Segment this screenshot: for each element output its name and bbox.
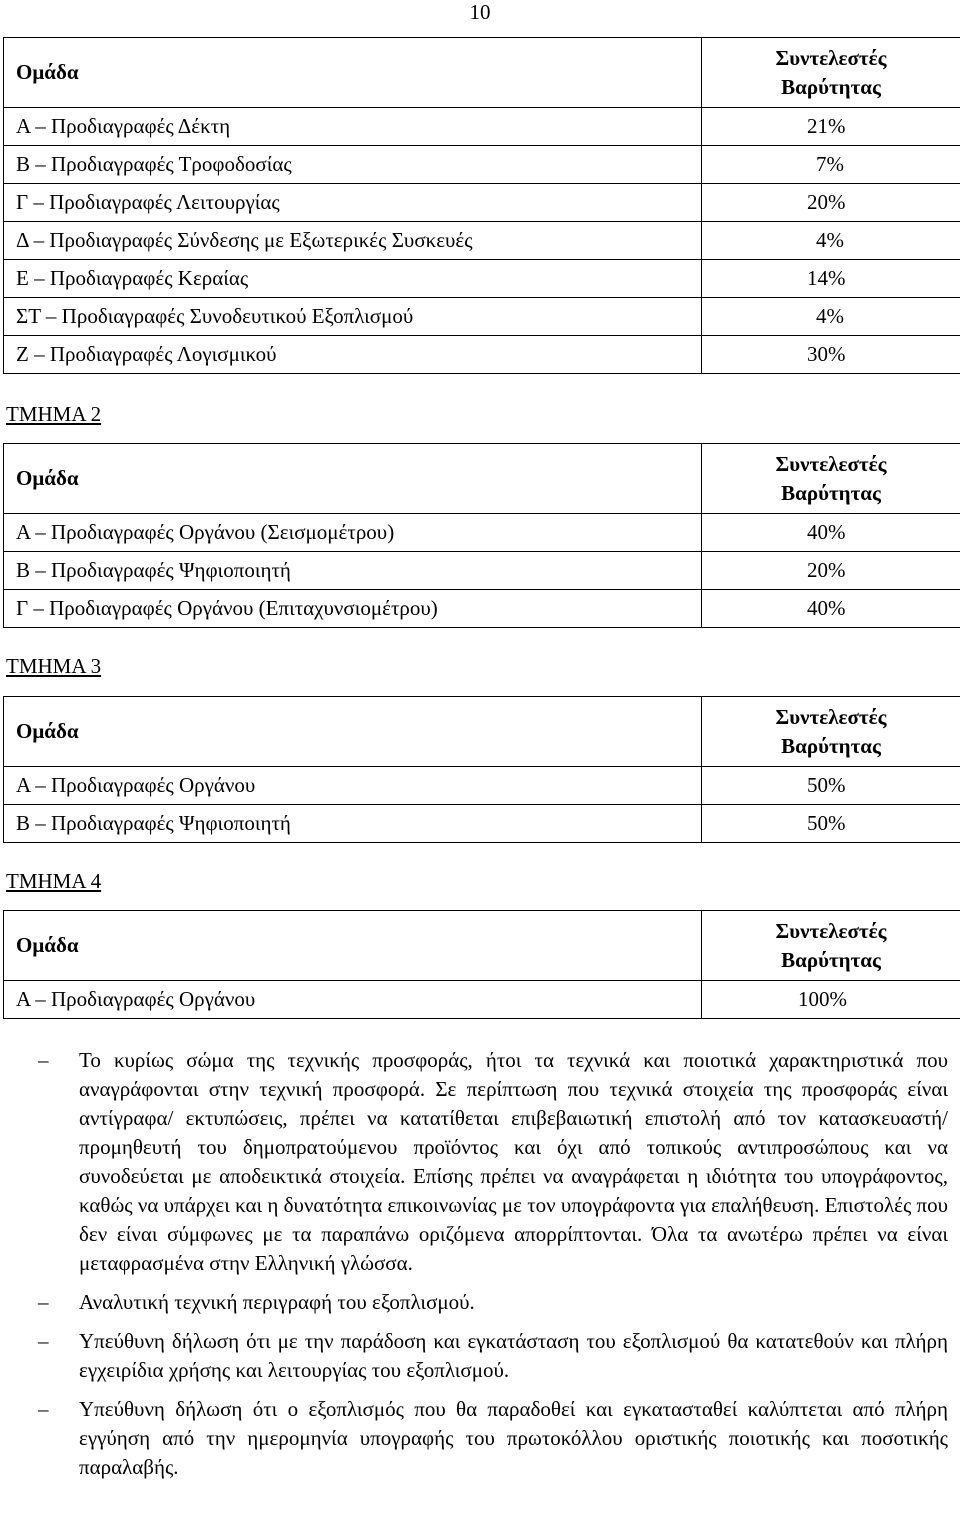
row-label: Γ – Προδιαγραφές Οργάνου (Επιταχυνσιομέτρου) [4, 590, 702, 628]
dash-bullet: – [38, 1329, 49, 1353]
section-heading-2: ΤΜΗΜΑ 2 [6, 402, 102, 426]
row-value: 40% [702, 590, 960, 628]
table-row [4, 805, 960, 843]
weights-table-section-4 [3, 910, 960, 1019]
row-label: Ε – Προδιαγραφές Κεραίας [4, 260, 702, 298]
page-number: 10 [469, 0, 491, 24]
table-row [4, 514, 960, 552]
row-label: Β – Προδιαγραφές Τροφοδοσίας [4, 146, 702, 184]
row-label: Ζ – Προδιαγραφές Λογισμικού [4, 336, 702, 374]
row-label: Α – Προδιαγραφές Οργάνου (Σεισμομέτρου) [4, 514, 702, 552]
coefficient-header [702, 38, 960, 108]
list-item-text: Υπεύθυνη δήλωση ότι ο εξοπλισμός που θα παραδοθεί και εγκατασταθεί καλύπτεται από πλήρη εγγύηση από την ημερομηνία υπογραφής του πρωτοκόλλου οριστικής ποιοτικής και ποσοτικής παραλαβής. [79, 1397, 948, 1479]
coefficient-header-line1: Συντελεστές [775, 918, 887, 943]
table-header-row [4, 444, 960, 514]
table-row [4, 260, 960, 298]
row-value: 50% [702, 805, 960, 843]
row-label: Β – Προδιαγραφές Ψηφιοποιητή [4, 805, 702, 843]
row-value: 14% [702, 260, 960, 298]
weights-table-section-3 [3, 696, 960, 843]
row-value: 30% [702, 336, 960, 374]
table-row [4, 336, 960, 374]
row-value: 4% [702, 222, 960, 260]
list-item-text: Το κυρίως σώμα της τεχνικής προσφοράς, ήτοι τα τεχνικά και ποιοτικά χαρακτηριστικά που αναγράφονται στην τεχνική προσφορά. Σε περίπτωση που τεχνικά στοιχεία της προσφοράς είναι αντίγραφα/ εκτυπώσεις, πρέπει να κατατίθεται επιβεβαιωτική επιστολή από τον κατασκευαστή/ προμηθευτή του δημοπρατούμενου προϊόντος και όχι από τοπικούς αντιπροσώπους και να συνοδεύεται με αποδεικτικά στοιχεία. Επίσης πρέπει να αναγράφεται η ιδιότητα του υπογράφοντος, καθώς να υπάρχει και η δυνατότητα επικοινωνίας με τον υπογράφοντα για επαλήθευση. Επιστολές που δεν είναι σύμφωνες με τα παραπάνω οριζόμενα απορρίπτονται. Όλα τα ανωτέρω πρέπει να είναι μεταφρασμένα στην Ελληνική γλώσσα. [79, 1048, 949, 1275]
coefficient-header-line2: Βαρύτητας [781, 947, 881, 972]
coefficient-header-line2: Βαρύτητας [781, 480, 881, 505]
table-row [4, 184, 960, 222]
group-header: Ομάδα [4, 444, 702, 514]
coefficient-header-line2: Βαρύτητας [781, 74, 881, 99]
table-row [4, 298, 960, 336]
list-item [0, 1046, 960, 1278]
dash-bullet: – [38, 1290, 49, 1314]
list-item [0, 1395, 960, 1482]
dash-bullet: – [38, 1048, 49, 1072]
list-item [0, 1327, 960, 1385]
group-header: Ομάδα [4, 911, 702, 981]
row-value: 20% [702, 184, 960, 222]
table-row [4, 552, 960, 590]
table-row [4, 146, 960, 184]
coefficient-header-line1: Συντελεστές [775, 704, 887, 729]
table-header-row [4, 38, 960, 108]
list-item [0, 1288, 960, 1317]
row-value: 21% [702, 108, 960, 146]
coefficient-header-line1: Συντελεστές [775, 45, 887, 70]
weights-table-section-1 [3, 37, 960, 374]
table-header-row [4, 911, 960, 981]
weights-table-section-2 [3, 443, 960, 628]
row-value: 7% [702, 146, 960, 184]
row-value: 20% [702, 552, 960, 590]
row-value: 100% [702, 981, 960, 1019]
row-value: 50% [702, 767, 960, 805]
row-label: Β – Προδιαγραφές Ψηφιοποιητή [4, 552, 702, 590]
dash-bullet: – [38, 1397, 49, 1421]
requirements-list [0, 1046, 960, 1492]
row-label: Α – Προδιαγραφές Οργάνου [4, 767, 702, 805]
group-header: Ομάδα [4, 697, 702, 767]
section-heading-4: ΤΜΗΜΑ 4 [6, 869, 102, 893]
coefficient-header [702, 911, 960, 981]
table-row [4, 222, 960, 260]
row-label: ΣΤ – Προδιαγραφές Συνοδευτικού Εξοπλισμού [4, 298, 702, 336]
row-label: Α – Προδιαγραφές Οργάνου [4, 981, 702, 1019]
list-item-text: Υπεύθυνη δήλωση ότι με την παράδοση και εγκατάσταση του εξοπλισμού θα κατατεθούν και πλήρη εγχειρίδια χρήσης και λειτουργίας του εξοπλισμού. [79, 1329, 948, 1382]
row-label: Δ – Προδιαγραφές Σύνδεσης με Εξωτερικές Συσκευές [4, 222, 702, 260]
table-header-row [4, 697, 960, 767]
table-row [4, 981, 960, 1019]
row-label: Α – Προδιαγραφές Δέκτη [4, 108, 702, 146]
coefficient-header [702, 697, 960, 767]
table-row [4, 590, 960, 628]
group-header: Ομάδα [4, 38, 702, 108]
coefficient-header-line1: Συντελεστές [775, 451, 887, 476]
row-value: 40% [702, 514, 960, 552]
list-item-text: Αναλυτική τεχνική περιγραφή του εξοπλισμού. [79, 1290, 475, 1314]
coefficient-header-line2: Βαρύτητας [781, 733, 881, 758]
table-row [4, 108, 960, 146]
row-label: Γ – Προδιαγραφές Λειτουργίας [4, 184, 702, 222]
row-value: 4% [702, 298, 960, 336]
section-heading-3: ΤΜΗΜΑ 3 [6, 654, 102, 678]
table-row [4, 767, 960, 805]
coefficient-header [702, 444, 960, 514]
